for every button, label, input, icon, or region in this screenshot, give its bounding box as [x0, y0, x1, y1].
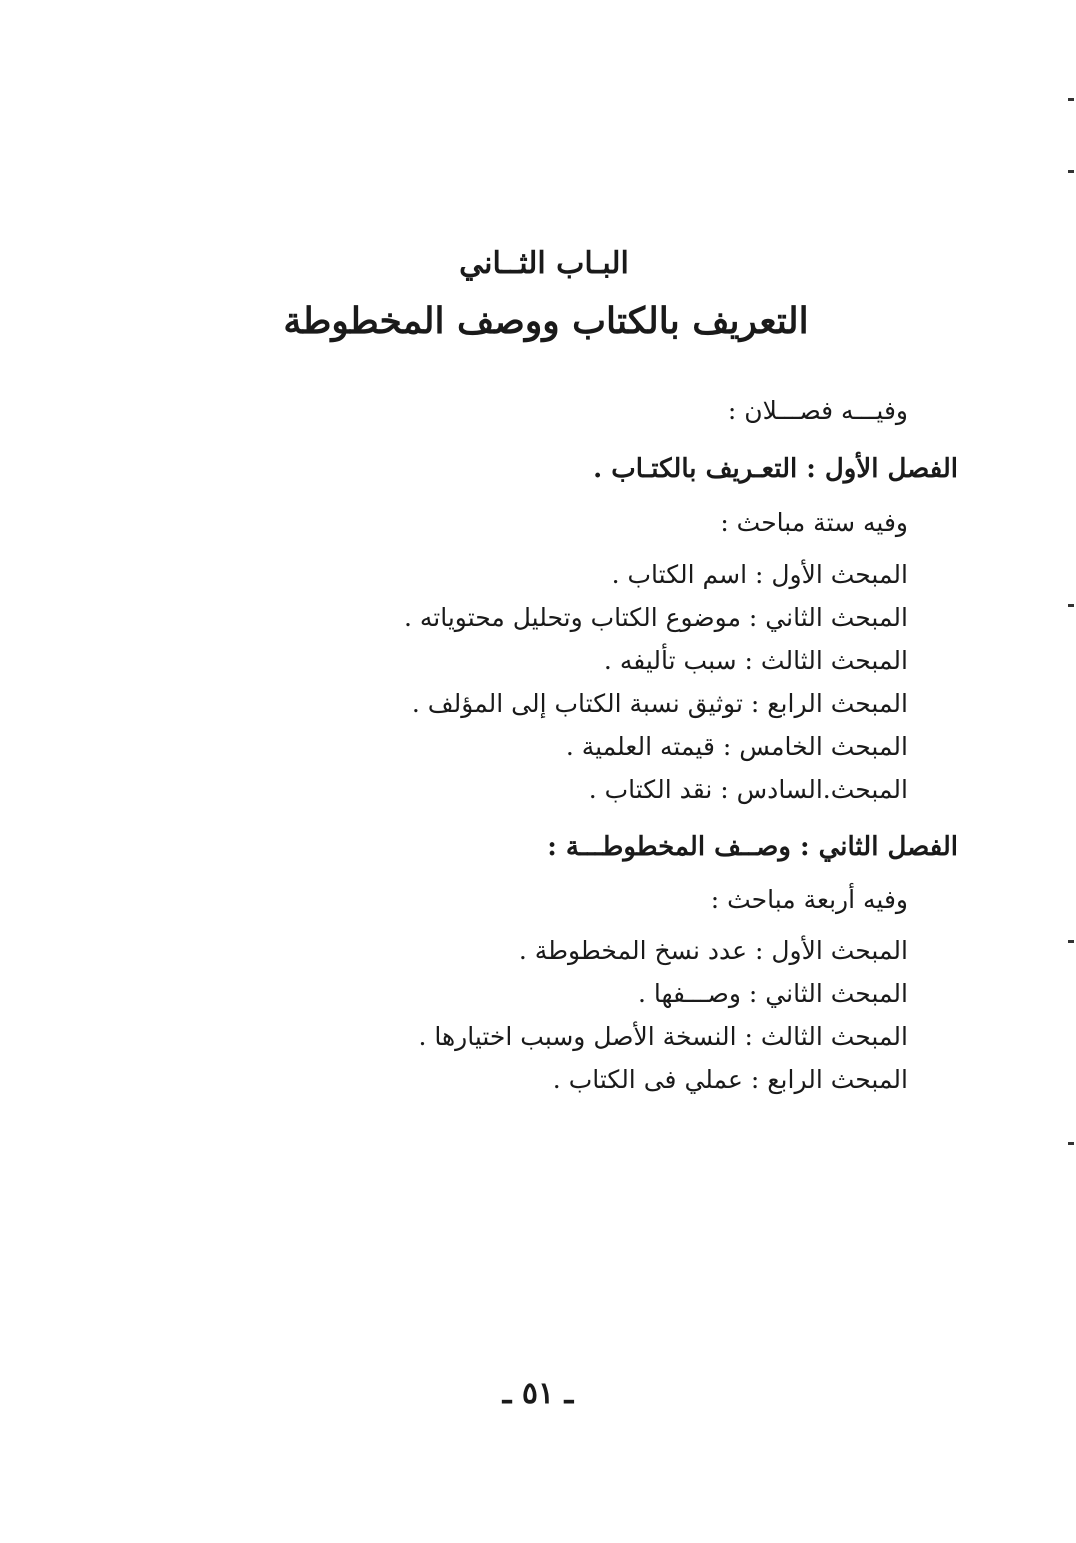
margin-mark	[1068, 940, 1074, 943]
list-item: المبحث الثالث : النسخة الأصل وسبب اختيارها .	[418, 1022, 908, 1051]
list-item: المبحث الثاني : موضوع الكتاب وتحليل محتوياته .	[403, 603, 908, 632]
chapter-intro: وفيـــه فصـــلان :	[727, 396, 908, 425]
list-item: المبحث الأول : اسم الكتاب .	[611, 560, 908, 589]
chapter-label: البـاب الثــاني	[459, 246, 629, 281]
margin-mark	[1068, 98, 1074, 101]
section-two-intro: وفيه أربعة مباحث :	[710, 885, 908, 914]
margin-mark	[1068, 170, 1074, 173]
list-item: المبحث الثالث : سبب تأليفه .	[603, 646, 908, 675]
section-heading-one: الفصل الأول : التعـريف بالكتـاب .	[593, 454, 958, 484]
list-item: المبحث الثاني : وصـــفها .	[638, 979, 908, 1008]
section-heading-two: الفصل الثاني : وصــف المخطوطـــة :	[547, 832, 958, 862]
page-number: ـ ٥١ ـ	[502, 1376, 574, 1411]
section-one-intro: وفيه ستة مباحث :	[720, 508, 908, 537]
list-item: المبحث الأول : عدد نسخ المخطوطة .	[518, 936, 908, 965]
margin-mark	[1068, 1142, 1074, 1145]
list-item: المبحث الرابع : عملي فى الكتاب .	[552, 1065, 908, 1094]
list-item: المبحث.السادس : نقد الكتاب .	[588, 775, 908, 804]
list-item: المبحث الخامس : قيمته العلمية .	[565, 732, 908, 761]
list-item: المبحث الرابع : توثيق نسبة الكتاب إلى المؤلف .	[411, 689, 908, 718]
margin-mark	[1068, 604, 1074, 607]
chapter-title: التعريف بالكتاب ووصف المخطوطة	[283, 300, 809, 342]
